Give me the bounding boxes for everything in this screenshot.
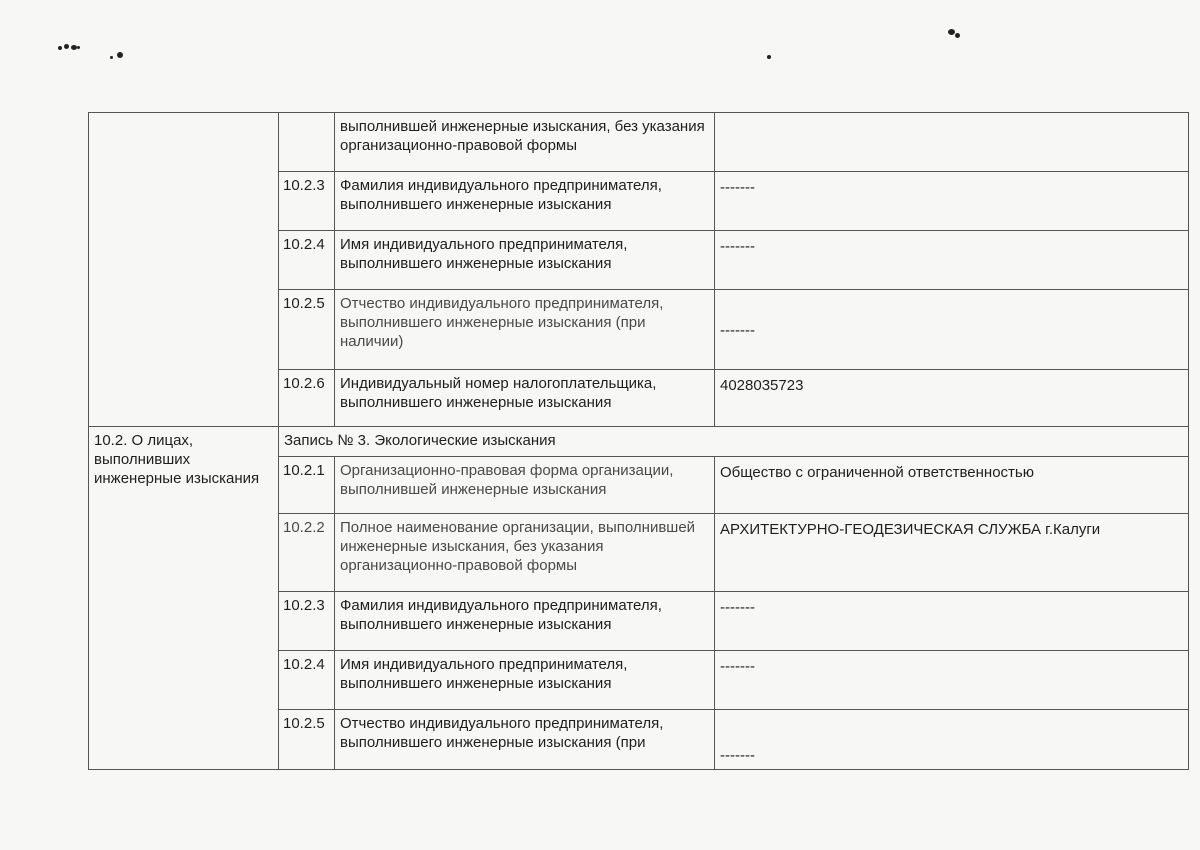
- row-number: 10.2.3: [279, 592, 335, 651]
- row-number: 10.2.5: [279, 290, 335, 370]
- row-number: 10.2.1: [279, 457, 335, 514]
- table-row: [89, 113, 1189, 172]
- scan-speck: [58, 46, 62, 50]
- row-label: Имя индивидуального предпринимателя, выполнившего инженерные изыскания: [335, 651, 715, 710]
- row-label: Фамилия индивидуального предпринимателя, выполнившего инженерные изыскания: [335, 592, 715, 651]
- section-cell-empty: [89, 113, 279, 427]
- row-value: АРХИТЕКТУРНО-ГЕОДЕЗИЧЕСКАЯ СЛУЖБА г.Калуги: [715, 514, 1189, 592]
- info-table: [88, 112, 1189, 770]
- row-value: -------: [715, 290, 1189, 370]
- scan-speck: [77, 46, 80, 49]
- row-number: 10.2.3: [279, 172, 335, 231]
- row-label: выполнившей инженерные изыскания, без указания организационно-правовой формы: [335, 113, 715, 172]
- row-value: Общество с ограниченной ответственностью: [715, 457, 1189, 514]
- row-value: -------: [715, 710, 1189, 770]
- scan-speck: [64, 44, 69, 49]
- scan-speck: [767, 55, 771, 59]
- row-value: -------: [715, 231, 1189, 290]
- scan-speck: [948, 29, 955, 35]
- row-number: 10.2.2: [279, 514, 335, 592]
- row-number: 10.2.4: [279, 651, 335, 710]
- row-value: 4028035723: [715, 370, 1189, 427]
- row-label: Фамилия индивидуального предпринимателя, выполнившего инженерные изыскания: [335, 172, 715, 231]
- row-label: Отчество индивидуального предпринимателя, выполнившего инженерные изыскания (при наличии): [335, 290, 715, 370]
- row-value: -------: [715, 172, 1189, 231]
- row-value: [715, 113, 1189, 172]
- row-number: [279, 113, 335, 172]
- row-label: Отчество индивидуального предпринимателя, выполнившего инженерные изыскания (при: [335, 710, 715, 770]
- row-number: 10.2.4: [279, 231, 335, 290]
- row-label: Организационно-правовая форма организации, выполнившей инженерные изыскания: [335, 457, 715, 514]
- scan-speck: [955, 33, 960, 38]
- row-value: -------: [715, 651, 1189, 710]
- scan-speck: [117, 52, 123, 58]
- scan-speck: [110, 56, 113, 59]
- record-title: Запись № 3. Экологические изыскания: [279, 427, 1189, 457]
- section-label: 10.2. О лицах, выполнивших инженерные изыскания: [89, 427, 279, 770]
- row-label: Имя индивидуального предпринимателя, выполнившего инженерные изыскания: [335, 231, 715, 290]
- row-label: Полное наименование организации, выполнившей инженерные изыскания, без указания организационно-правовой формы: [335, 514, 715, 592]
- record-title-row: [89, 427, 1189, 457]
- row-number: 10.2.6: [279, 370, 335, 427]
- row-label: Индивидуальный номер налогоплательщика, выполнившего инженерные изыскания: [335, 370, 715, 427]
- row-number: 10.2.5: [279, 710, 335, 770]
- row-value: -------: [715, 592, 1189, 651]
